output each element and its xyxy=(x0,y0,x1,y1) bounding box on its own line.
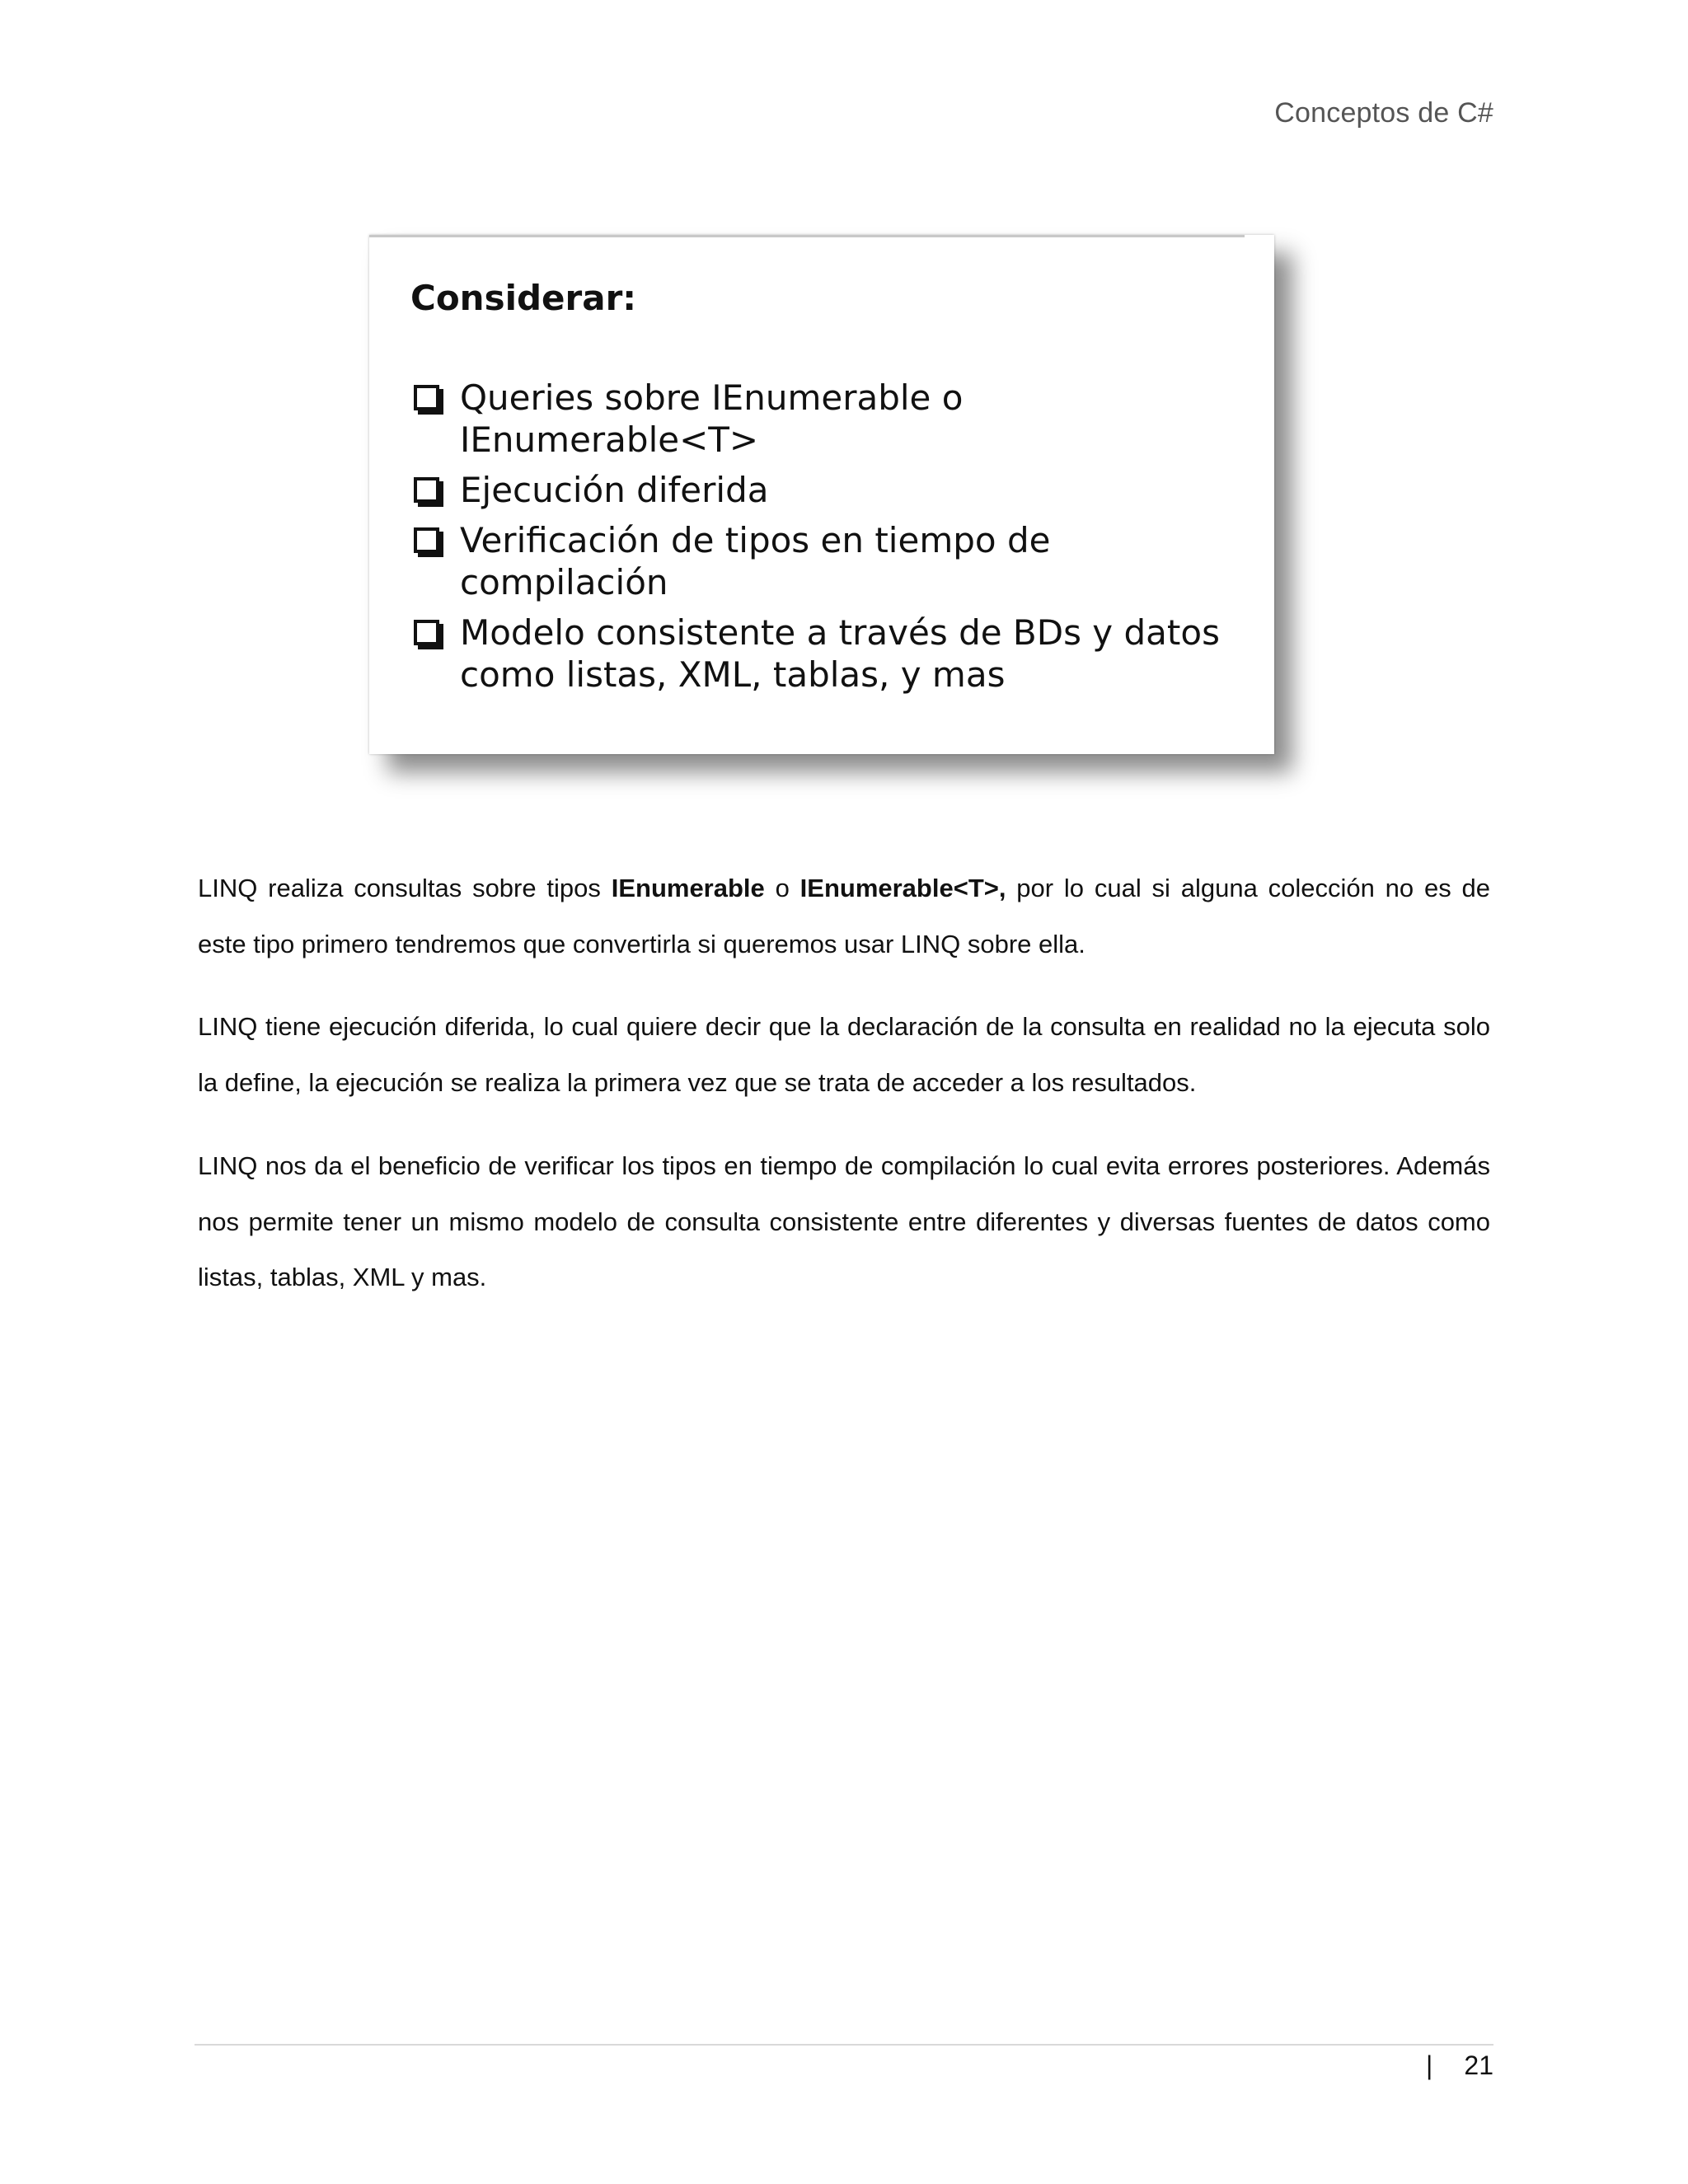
footer-divider xyxy=(195,2044,1493,2046)
slide-title: Considerar: xyxy=(410,278,637,318)
slide-bullet-item xyxy=(410,469,1243,511)
checkbox-bullet-icon xyxy=(414,385,439,410)
page-number: 21 xyxy=(1464,2050,1493,2080)
slide-bullet-text: Ejecución diferida xyxy=(460,470,769,510)
running-header-title: Conceptos de C# xyxy=(1274,97,1493,129)
checkbox-bullet-icon xyxy=(414,620,439,645)
slide-bullet-list xyxy=(410,377,1243,704)
paragraph-text: o xyxy=(764,874,800,902)
checkbox-bullet-icon xyxy=(414,527,439,553)
footer-separator: | xyxy=(1426,2050,1433,2080)
slide-bullet-item xyxy=(410,519,1243,603)
slide-bullet-item xyxy=(410,612,1243,696)
slide-image xyxy=(369,235,1274,754)
paragraph-type-checking: LINQ nos da el beneficio de verificar los tipos en tiempo de compilación lo cual evita errores posteriores. Además nos permite tener un mismo modelo de consulta consistente entre diferentes y diversas fuentes de datos como listas, tablas, XML y mas. xyxy=(198,1151,1490,1291)
bold-term-ienumerable: IEnumerable xyxy=(611,874,765,902)
checkbox-bullet-icon xyxy=(414,477,439,503)
paragraph-deferred-execution: LINQ tiene ejecución diferida, lo cual quiere decir que la declaración de la consulta en realidad no la ejecuta solo la define, la ejecución se realiza la primera vez que se trata de acceder a los resultados. xyxy=(198,1012,1490,1097)
bold-term-ienumerable-generic: IEnumerable<T>, xyxy=(799,874,1006,902)
slide-bullet-text: Modelo consistente a través de BDs y datos como listas, XML, tablas, y mas xyxy=(460,612,1220,695)
slide-bullet-text: Queries sobre IEnumerable o IEnumerable<T> xyxy=(460,377,964,460)
slide-bullet-text: Verificación de tipos en tiempo de compilación xyxy=(460,520,1051,602)
slide-bullet-item xyxy=(410,377,1243,461)
paragraph-text: por lo cual si alguna colección no es de este tipo primero tendremos que convertirla si queremos usar LINQ sobre ella. xyxy=(198,874,1490,958)
slide-top-border xyxy=(369,235,1245,237)
paragraph-text: LINQ realiza consultas sobre tipos xyxy=(198,874,612,902)
paragraph-ienumerable xyxy=(198,860,1490,972)
